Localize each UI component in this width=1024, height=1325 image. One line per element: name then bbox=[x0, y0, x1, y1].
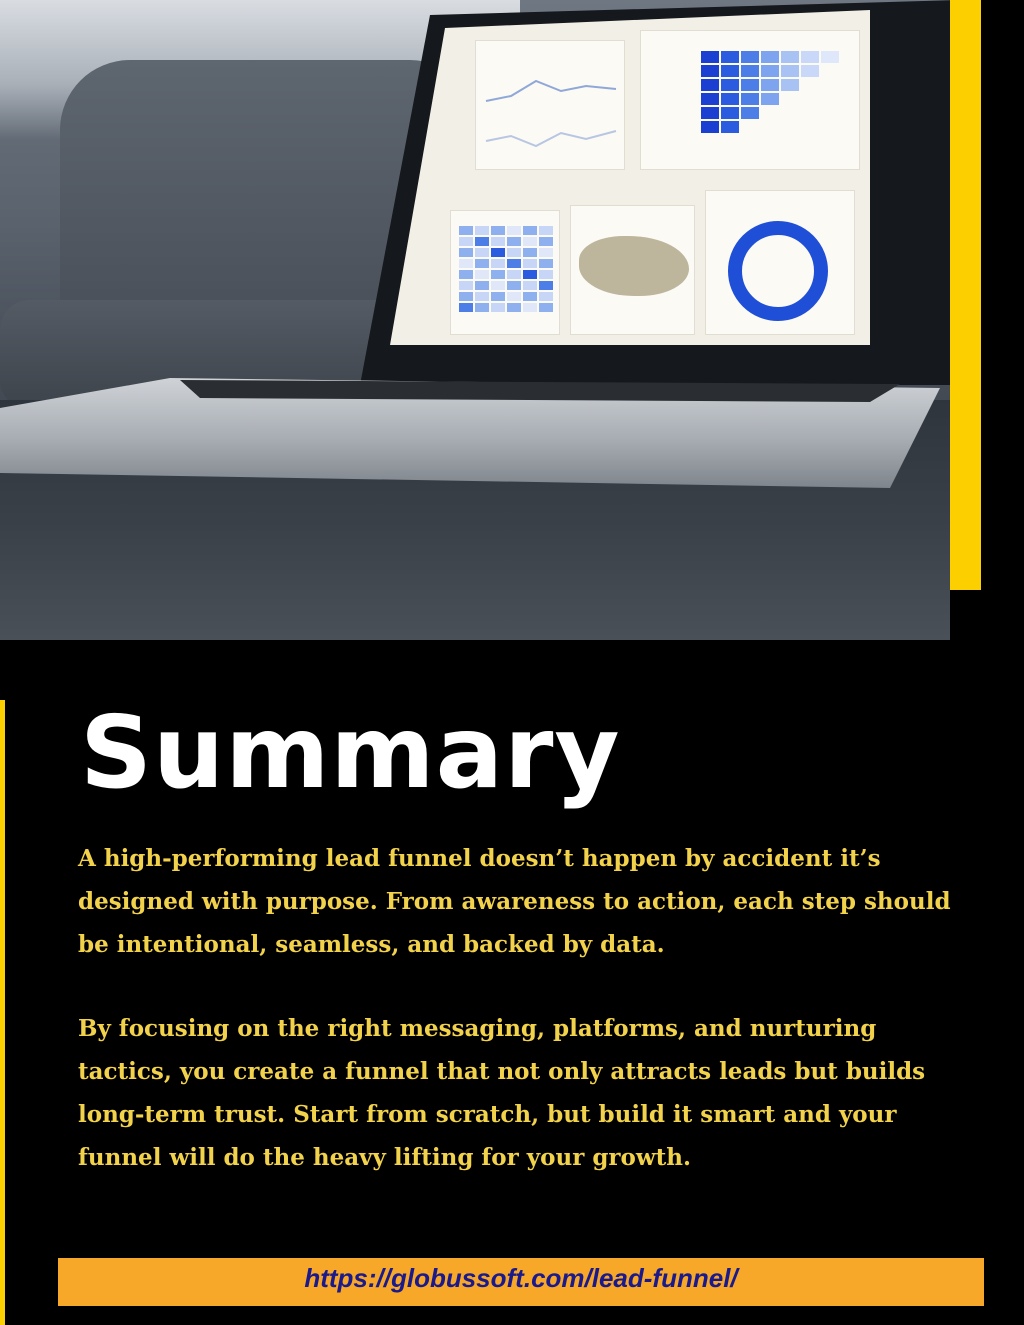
line-chart-graphic bbox=[476, 41, 626, 171]
world-map-graphic bbox=[579, 236, 689, 296]
cohort-heatmap bbox=[701, 51, 839, 133]
accent-bar-left bbox=[0, 700, 5, 1325]
map-panel bbox=[570, 205, 695, 335]
devices-donut-chart bbox=[728, 221, 828, 321]
dashboard-screen bbox=[390, 10, 870, 345]
summary-title: Summary bbox=[80, 694, 621, 811]
activity-heatmap bbox=[459, 226, 553, 312]
cohort-table-panel bbox=[640, 30, 860, 170]
accent-bar-right bbox=[950, 0, 981, 590]
summary-paragraph-2: By focusing on the right messaging, platforms, and nurturing tactics, you create a funnel that not only attracts leads but builds long-term trust. Start from scratch, but build it smart and your funnel will do the heavy lifting for your growth. bbox=[78, 1015, 926, 1171]
summary-paragraph-1: A high-performing lead funnel doesn’t happen by accident it’s designed with purpose. From awareness to action, each step should be intentional, seamless, and backed by data. bbox=[78, 845, 951, 958]
heatmap-panel bbox=[450, 210, 560, 335]
line-chart-panel bbox=[475, 40, 625, 170]
hero-photo bbox=[0, 0, 950, 640]
devices-panel bbox=[705, 190, 855, 335]
link-bar bbox=[58, 1258, 984, 1306]
lead-funnel-link[interactable]: https://globussoft.com/lead-funnel/ bbox=[304, 1263, 738, 1293]
